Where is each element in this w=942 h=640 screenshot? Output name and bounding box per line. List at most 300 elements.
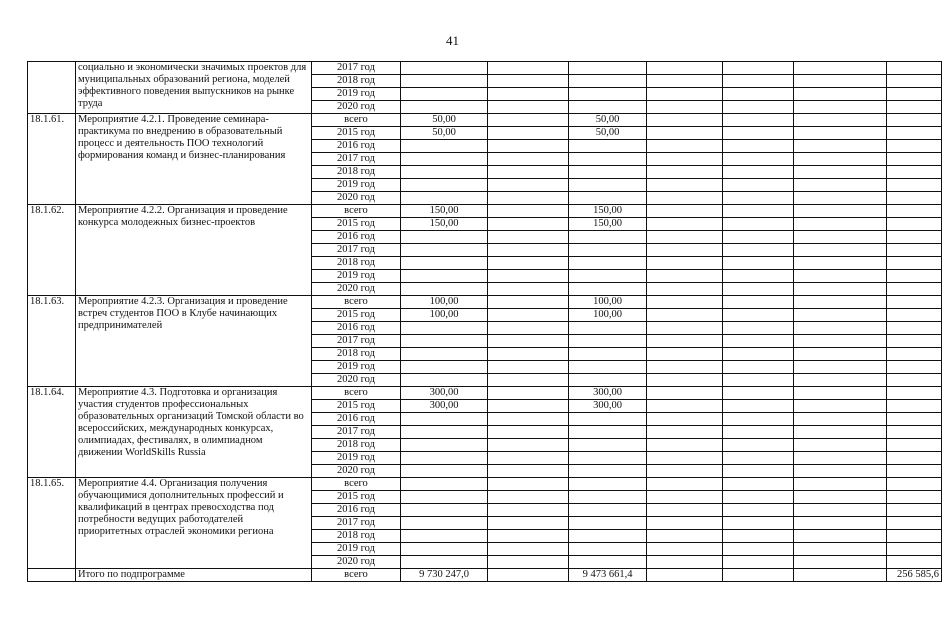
amount-cell [887,166,942,179]
year-cell: 2017 год [312,517,401,530]
year-cell: 2020 год [312,556,401,569]
total-amount-cell [401,374,488,387]
regional-amount-cell: 50,00 [569,127,647,140]
amount-cell [488,62,569,75]
amount-cell [488,374,569,387]
total-amount-cell: 50,00 [401,114,488,127]
total-amount-cell: 50,00 [401,127,488,140]
total-amount-cell [401,413,488,426]
total-other: 256 585,6 [887,569,942,582]
amount-cell [723,491,794,504]
total-amount-cell [401,88,488,101]
amount-cell [647,543,723,556]
amount-cell [647,439,723,452]
year-cell: 2015 год [312,491,401,504]
regional-amount-cell [569,231,647,244]
total-amount-cell [401,192,488,205]
amount-cell [723,348,794,361]
amount-cell [723,218,794,231]
amount-cell [647,192,723,205]
amount-cell [488,530,569,543]
total-amount-cell: 300,00 [401,387,488,400]
amount-cell [488,218,569,231]
total-amount-cell [401,504,488,517]
year-cell: 2018 год [312,75,401,88]
amount-cell [723,543,794,556]
amount-cell [723,270,794,283]
year-cell: 2019 год [312,543,401,556]
amount-cell [488,205,569,218]
item-description: Мероприятие 4.4. Организация получения обучающимися дополнительных профессий и квалификаций в центрах превосходства под потребности ведущих работодателей приоритетных отраслей экономики региона [76,478,312,569]
total-amount-cell: 150,00 [401,205,488,218]
total-amount-cell [401,257,488,270]
year-cell: 2015 год [312,309,401,322]
amount-cell [887,413,942,426]
total-amount-cell [401,62,488,75]
amount-cell [794,348,887,361]
amount-cell [887,491,942,504]
amount-cell [887,296,942,309]
amount-cell [488,569,569,582]
regional-amount-cell: 50,00 [569,114,647,127]
item-number: 18.1.61. [28,114,76,205]
regional-amount-cell [569,101,647,114]
amount-cell [723,322,794,335]
regional-amount-cell [569,153,647,166]
amount-cell [794,530,887,543]
amount-cell [887,543,942,556]
total-amount-cell [401,517,488,530]
amount-cell [647,205,723,218]
regional-amount-cell [569,348,647,361]
total-amount-cell [401,556,488,569]
amount-cell [794,374,887,387]
amount-cell [647,309,723,322]
regional-amount-cell [569,62,647,75]
amount-cell [723,465,794,478]
amount-cell [647,478,723,491]
amount-cell [488,244,569,257]
amount-cell [488,88,569,101]
amount-cell [488,309,569,322]
regional-amount-cell [569,478,647,491]
amount-cell [794,192,887,205]
regional-amount-cell [569,75,647,88]
amount-cell [488,335,569,348]
amount-cell [887,530,942,543]
regional-amount-cell [569,192,647,205]
amount-cell [647,140,723,153]
amount-cell [723,530,794,543]
amount-cell [887,426,942,439]
amount-cell [723,192,794,205]
amount-cell [488,504,569,517]
amount-cell [647,75,723,88]
amount-cell [488,478,569,491]
amount-cell [887,127,942,140]
amount-cell [647,114,723,127]
year-cell: 2020 год [312,101,401,114]
amount-cell [794,75,887,88]
amount-cell [723,153,794,166]
amount-cell [887,374,942,387]
amount-cell [488,75,569,88]
amount-cell [723,413,794,426]
table-row [28,387,942,400]
amount-cell [723,296,794,309]
year-cell: 2019 год [312,88,401,101]
amount-cell [647,530,723,543]
regional-amount-cell: 150,00 [569,218,647,231]
amount-cell [794,270,887,283]
amount-cell [794,465,887,478]
page-number: 41 [446,33,459,48]
year-cell: 2016 год [312,504,401,517]
amount-cell [887,283,942,296]
amount-cell [723,140,794,153]
amount-cell [647,101,723,114]
amount-cell [647,335,723,348]
total-amount-cell [401,361,488,374]
year-cell: 2016 год [312,322,401,335]
year-cell: всего [312,296,401,309]
year-cell: 2018 год [312,166,401,179]
amount-cell [488,556,569,569]
amount-cell [794,140,887,153]
amount-cell [647,179,723,192]
year-cell: 2017 год [312,62,401,75]
amount-cell [647,231,723,244]
total-amount-cell [401,179,488,192]
regional-amount-cell [569,140,647,153]
total-sum: 9 730 247,0 [401,569,488,582]
year-cell: 2020 год [312,283,401,296]
amount-cell [794,517,887,530]
amount-cell [488,114,569,127]
regional-amount-cell [569,88,647,101]
amount-cell [887,62,942,75]
regional-amount-cell [569,504,647,517]
regional-amount-cell [569,413,647,426]
amount-cell [488,348,569,361]
regional-amount-cell [569,465,647,478]
year-cell: 2018 год [312,348,401,361]
total-amount-cell [401,75,488,88]
amount-cell [887,478,942,491]
amount-cell [887,348,942,361]
total-amount-cell [401,270,488,283]
amount-cell [723,179,794,192]
amount-cell [488,101,569,114]
regional-amount-cell [569,244,647,257]
year-cell: 2019 год [312,452,401,465]
amount-cell [647,153,723,166]
amount-cell [488,283,569,296]
year-cell: 2020 год [312,465,401,478]
amount-cell [794,283,887,296]
total-amount-cell [401,530,488,543]
amount-cell [887,465,942,478]
amount-cell [723,127,794,140]
item-number: 18.1.62. [28,205,76,296]
amount-cell [647,569,723,582]
amount-cell [723,101,794,114]
year-cell: 2019 год [312,361,401,374]
amount-cell [723,400,794,413]
amount-cell [794,543,887,556]
total-amount-cell [401,543,488,556]
amount-cell [723,439,794,452]
year-cell: 2016 год [312,140,401,153]
total-amount-cell: 150,00 [401,218,488,231]
total-amount-cell [401,465,488,478]
regional-amount-cell [569,452,647,465]
amount-cell [647,504,723,517]
year-cell: 2017 год [312,244,401,257]
amount-cell [723,504,794,517]
amount-cell [647,491,723,504]
total-year: всего [312,569,401,582]
amount-cell [488,452,569,465]
amount-cell [723,75,794,88]
amount-cell [794,244,887,257]
item-description: социально и экономически значимых проектов для муниципальных образований региона, моделей эффективного поведения выпускников на рынке труда [76,62,312,114]
amount-cell [794,114,887,127]
amount-cell [887,322,942,335]
regional-amount-cell [569,335,647,348]
year-cell: 2017 год [312,153,401,166]
year-cell: 2015 год [312,127,401,140]
amount-cell [647,556,723,569]
amount-cell [488,192,569,205]
amount-cell [647,88,723,101]
total-amount-cell: 100,00 [401,309,488,322]
amount-cell [887,153,942,166]
item-description: Мероприятие 4.3. Подготовка и организация участия студентов профессиональных образовательных организаций Томской области во всероссийских, международных конкурсах, олимпиадах, фестивалях, в олимпиадном движении WorldSkills Russia [76,387,312,478]
regional-amount-cell: 100,00 [569,296,647,309]
amount-cell [794,127,887,140]
amount-cell [794,426,887,439]
amount-cell [488,465,569,478]
amount-cell [794,309,887,322]
regional-amount-cell: 300,00 [569,387,647,400]
amount-cell [488,140,569,153]
amount-cell [794,231,887,244]
amount-cell [723,517,794,530]
amount-cell [794,322,887,335]
amount-cell [887,387,942,400]
amount-cell [794,101,887,114]
year-cell: всего [312,114,401,127]
amount-cell [647,244,723,257]
amount-cell [887,270,942,283]
amount-cell [723,244,794,257]
table-row [28,296,942,309]
amount-cell [794,478,887,491]
year-cell: 2016 год [312,231,401,244]
amount-cell [647,426,723,439]
total-label: Итого по подпрограмме [76,569,312,582]
total-amount-cell [401,283,488,296]
regional-amount-cell [569,257,647,270]
amount-cell [794,387,887,400]
amount-cell [488,179,569,192]
regional-amount-cell [569,556,647,569]
amount-cell [723,166,794,179]
item-description: Мероприятие 4.2.2. Организация и проведение конкурса молодежных бизнес-проектов [76,205,312,296]
regional-amount-cell: 100,00 [569,309,647,322]
amount-cell [887,361,942,374]
amount-cell [488,400,569,413]
amount-cell [794,218,887,231]
amount-cell [647,218,723,231]
amount-cell [794,361,887,374]
table-row [28,205,942,218]
amount-cell [647,283,723,296]
amount-cell [794,504,887,517]
amount-cell [887,205,942,218]
amount-cell [794,257,887,270]
budget-table [27,61,942,582]
amount-cell [794,439,887,452]
amount-cell [723,569,794,582]
year-cell: 2020 год [312,374,401,387]
regional-amount-cell [569,439,647,452]
year-cell: 2018 год [312,439,401,452]
total-amount-cell [401,348,488,361]
total-amount-cell [401,153,488,166]
total-amount-cell [401,231,488,244]
item-number [28,62,76,114]
year-cell: 2018 год [312,257,401,270]
regional-amount-cell [569,361,647,374]
amount-cell [887,218,942,231]
amount-cell [887,244,942,257]
amount-cell [488,166,569,179]
amount-cell [488,426,569,439]
amount-cell [647,413,723,426]
amount-cell [723,231,794,244]
year-cell: 2016 год [312,413,401,426]
amount-cell [488,361,569,374]
amount-cell [647,452,723,465]
regional-amount-cell [569,374,647,387]
amount-cell [794,179,887,192]
amount-cell [794,413,887,426]
amount-cell [887,556,942,569]
amount-cell [488,153,569,166]
year-cell: 2017 год [312,335,401,348]
year-cell: 2020 год [312,192,401,205]
regional-amount-cell [569,491,647,504]
year-cell: всего [312,478,401,491]
amount-cell [488,322,569,335]
amount-cell [488,413,569,426]
item-description: Мероприятие 4.2.1. Проведение семинара-практикума по внедрению в образовательный процесс и деятельность ПОО технологий формирования команд и бизнес-планирования [76,114,312,205]
amount-cell [794,88,887,101]
amount-cell [723,309,794,322]
amount-cell [794,205,887,218]
item-description: Мероприятие 4.2.3. Организация и проведение встреч студентов ПОО в Клубе начинающих предпринимателей [76,296,312,387]
amount-cell [647,270,723,283]
total-amount-cell [401,322,488,335]
regional-amount-cell [569,426,647,439]
amount-cell [723,374,794,387]
amount-cell [488,543,569,556]
amount-cell [723,335,794,348]
amount-cell [488,231,569,244]
regional-amount-cell: 150,00 [569,205,647,218]
amount-cell [723,205,794,218]
total-amount-cell [401,491,488,504]
amount-cell [647,517,723,530]
year-cell: всего [312,387,401,400]
regional-amount-cell [569,166,647,179]
amount-cell [488,491,569,504]
amount-cell [887,192,942,205]
amount-cell [887,257,942,270]
amount-cell [887,231,942,244]
amount-cell [887,140,942,153]
total-amount-cell [401,426,488,439]
amount-cell [794,569,887,582]
item-number: 18.1.65. [28,478,76,569]
amount-cell [723,426,794,439]
amount-cell [723,478,794,491]
amount-cell [723,387,794,400]
amount-cell [794,491,887,504]
amount-cell [488,517,569,530]
regional-amount-cell [569,517,647,530]
amount-cell [647,127,723,140]
amount-cell [794,335,887,348]
regional-amount-cell [569,530,647,543]
amount-cell [647,400,723,413]
total-amount-cell [401,140,488,153]
amount-cell [647,361,723,374]
amount-cell [887,309,942,322]
amount-cell [723,62,794,75]
amount-cell [647,387,723,400]
total-amount-cell [401,166,488,179]
amount-cell [794,153,887,166]
year-cell: 2019 год [312,270,401,283]
amount-cell [488,296,569,309]
amount-cell [488,439,569,452]
amount-cell [794,166,887,179]
amount-cell [887,452,942,465]
amount-cell [723,452,794,465]
total-amount-cell [401,452,488,465]
amount-cell [794,452,887,465]
amount-cell [723,88,794,101]
amount-cell [794,400,887,413]
regional-amount-cell [569,283,647,296]
year-cell: всего [312,205,401,218]
amount-cell [723,283,794,296]
year-cell: 2015 год [312,218,401,231]
amount-cell [887,400,942,413]
amount-cell [647,166,723,179]
amount-cell [488,270,569,283]
year-cell: 2019 год [312,179,401,192]
amount-cell [887,88,942,101]
amount-cell [647,62,723,75]
table-row [28,478,942,491]
amount-cell [887,517,942,530]
amount-cell [647,465,723,478]
year-cell: 2017 год [312,426,401,439]
